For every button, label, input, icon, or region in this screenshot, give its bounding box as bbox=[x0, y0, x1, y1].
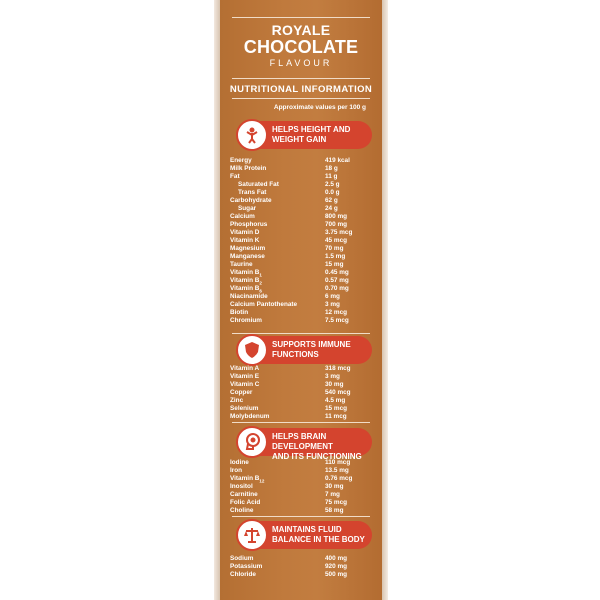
nutrient-row bbox=[230, 571, 375, 579]
nutrient-name: Chloride bbox=[230, 571, 256, 578]
nutrient-subscript: 1 bbox=[259, 272, 262, 278]
nutrient-row bbox=[230, 413, 375, 421]
nutrient-value: 700 mg bbox=[325, 221, 348, 228]
nutrient-value: 3 mg bbox=[325, 373, 340, 380]
nutrient-row bbox=[230, 213, 375, 221]
nutrient-row bbox=[230, 309, 375, 317]
nutrient-name: Sodium bbox=[230, 555, 254, 562]
nutrient-value: 3 mg bbox=[325, 301, 340, 308]
nutrient-value: 15 mg bbox=[325, 261, 344, 268]
nutrient-name: Phosphorus bbox=[230, 221, 268, 228]
nutrient-value: 12 mcg bbox=[325, 309, 348, 316]
nutrient-list-immune bbox=[230, 365, 375, 421]
nutrient-row bbox=[230, 277, 375, 285]
nutrient-value: 1.5 mg bbox=[325, 253, 346, 260]
nutrient-row bbox=[230, 293, 375, 301]
nutrient-name: Copper bbox=[230, 389, 253, 396]
section-badge-fluid bbox=[238, 521, 372, 549]
section-badge-growth bbox=[238, 121, 372, 149]
box-right-edge bbox=[382, 0, 388, 600]
section-title-fluid-2: BALANCE IN THE BODY bbox=[272, 535, 365, 544]
nutrient-name: Manganese bbox=[230, 253, 265, 260]
nutrient-row bbox=[230, 245, 375, 253]
nutrient-value: 0.70 mg bbox=[325, 285, 349, 292]
nutrient-name: Taurine bbox=[230, 261, 253, 268]
nutrient-name: Calcium bbox=[230, 213, 255, 220]
nutrient-row bbox=[230, 205, 375, 213]
nutrient-value: 70 mg bbox=[325, 245, 344, 252]
nutrient-name: Vitamin $B_{12}$ bbox=[230, 475, 265, 484]
nutrient-value: 45 mcg bbox=[325, 237, 348, 244]
nutrient-name: Vitamin $B_6$ bbox=[230, 285, 262, 294]
nutrient-row bbox=[230, 253, 375, 261]
nutrient-value: 500 mg bbox=[325, 571, 348, 578]
top-divider bbox=[232, 17, 370, 18]
nutrient-subscript: 6 bbox=[259, 288, 262, 294]
nutrient-name: Vitamin C bbox=[230, 381, 260, 388]
nutrient-name: Vitamin $B_2$ bbox=[230, 277, 262, 286]
nutrient-list-fluid bbox=[230, 555, 375, 579]
brand-line-3: FLAVOUR bbox=[269, 58, 333, 68]
per-100g-note: Approximate values per 100 g bbox=[273, 104, 366, 111]
nutrient-row bbox=[230, 317, 375, 325]
nutrient-row bbox=[230, 405, 375, 413]
nutrient-value: 0.57 mg bbox=[325, 277, 349, 284]
nutrition-panel bbox=[220, 0, 382, 600]
nutrient-name: Potassium bbox=[230, 563, 263, 570]
section-title-growth-2: WEIGHT GAIN bbox=[272, 135, 327, 144]
nutrient-value: 318 mcg bbox=[325, 365, 351, 372]
nutrient-row bbox=[230, 555, 375, 563]
nutrient-name: Vitamin K bbox=[230, 237, 260, 244]
section-divider-2 bbox=[232, 422, 370, 423]
nutrient-value: 24 g bbox=[325, 205, 338, 212]
nutrient-list-growth bbox=[230, 157, 375, 325]
nutrient-value: 15 mcg bbox=[325, 405, 348, 412]
nutrient-row bbox=[230, 389, 375, 397]
nutrient-value: 400 mg bbox=[325, 555, 348, 562]
nutrient-value: 3.75 mcg bbox=[325, 229, 353, 236]
nutrient-row bbox=[230, 165, 375, 173]
balance-scale-icon bbox=[236, 519, 268, 551]
nutrient-name: Iron bbox=[230, 467, 243, 474]
child-growth-icon bbox=[236, 119, 268, 151]
nutrient-row bbox=[230, 467, 375, 475]
brand-line-2: CHOCOLATE bbox=[243, 37, 359, 57]
nutrient-value: 30 mg bbox=[325, 483, 344, 490]
nutrient-row bbox=[230, 261, 375, 269]
nutrient-subscript: 2 bbox=[259, 280, 262, 286]
section-title-immune-1: SUPPORTS IMMUNE bbox=[272, 340, 351, 349]
nutrient-name: Molybdenum bbox=[230, 413, 270, 420]
nutrient-value: 2.5 g bbox=[325, 181, 340, 188]
nutrient-name: Choline bbox=[230, 507, 254, 514]
nutrient-row bbox=[230, 381, 375, 389]
section-badge-immune bbox=[238, 336, 372, 364]
nutrient-name: Carnitine bbox=[230, 491, 258, 498]
nutrient-name: Niacinamide bbox=[230, 293, 268, 300]
section-title-brain-2: AND ITS FUNCTIONING bbox=[272, 452, 362, 461]
nutrient-name: Carbohydrate bbox=[230, 197, 272, 204]
nutrient-value: 0.45 mg bbox=[325, 269, 349, 276]
nutrient-name: Calcium Pantothenate bbox=[230, 301, 298, 308]
section-badge-brain bbox=[238, 428, 372, 461]
nutrient-value: 920 mg bbox=[325, 563, 348, 570]
nutrient-row bbox=[230, 229, 375, 237]
nutrient-value: 7 mg bbox=[325, 491, 340, 498]
nutrient-row bbox=[230, 181, 375, 189]
shield-icon bbox=[236, 334, 268, 366]
nutrient-value: 0.76 mcg bbox=[325, 475, 353, 482]
nutrient-row bbox=[230, 373, 375, 381]
nutrient-value: 6 mg bbox=[325, 293, 340, 300]
nutrient-row bbox=[230, 237, 375, 245]
nutrient-row bbox=[230, 365, 375, 373]
nutrient-value: 4.5 mg bbox=[325, 397, 346, 404]
nutrition-heading: NUTRITIONAL INFORMATION bbox=[229, 84, 373, 95]
nutrient-name: Milk Protein bbox=[230, 165, 267, 172]
nutrient-row bbox=[230, 397, 375, 405]
nutrient-value: 11 g bbox=[325, 173, 338, 180]
nutrient-name: Folic Acid bbox=[230, 499, 261, 506]
nutrient-name: Zinc bbox=[230, 397, 244, 404]
nutrient-value: 18 g bbox=[325, 165, 338, 172]
nutrient-name: Vitamin E bbox=[230, 373, 260, 380]
nutrient-row bbox=[230, 491, 375, 499]
nutrient-value: 800 mg bbox=[325, 213, 348, 220]
section-title-growth-1: HELPS HEIGHT AND bbox=[272, 125, 351, 134]
brain-icon bbox=[236, 426, 268, 458]
nutrient-name: Magnesium bbox=[230, 245, 266, 252]
nutrient-value: 11 mcg bbox=[325, 413, 347, 420]
nutrient-subscript: 12 bbox=[259, 478, 265, 484]
brand-line-1: ROYALE bbox=[271, 22, 331, 38]
nutrient-value: 58 mg bbox=[325, 507, 344, 514]
nutrient-value: 110 mcg bbox=[325, 459, 351, 466]
heading-divider-bottom bbox=[232, 98, 370, 99]
nutrient-row bbox=[230, 269, 375, 277]
nutrient-value: 30 mg bbox=[325, 381, 344, 388]
nutrient-row bbox=[230, 483, 375, 491]
section-title-fluid-1: MAINTAINS FLUID bbox=[272, 525, 342, 534]
nutrient-name: Vitamin A bbox=[230, 365, 260, 372]
nutrient-name: Trans Fat bbox=[238, 189, 267, 196]
nutrient-name: Inositol bbox=[230, 483, 253, 490]
nutrient-value: 7.5 mcg bbox=[325, 317, 349, 324]
nutrient-name: Saturated Fat bbox=[238, 181, 279, 188]
nutrient-row bbox=[230, 221, 375, 229]
nutrient-name: Iodine bbox=[230, 459, 249, 466]
nutrient-name: Fat bbox=[230, 173, 240, 180]
section-divider-3 bbox=[232, 516, 370, 517]
nutrient-name: Biotin bbox=[230, 309, 249, 316]
nutrient-row bbox=[230, 197, 375, 205]
nutrient-value: 419 kcal bbox=[325, 157, 350, 164]
nutrient-value: 75 mcg bbox=[325, 499, 348, 506]
nutrient-row bbox=[230, 475, 375, 483]
nutrient-row bbox=[230, 189, 375, 197]
nutrient-row bbox=[230, 563, 375, 571]
nutrient-value: 62 g bbox=[325, 197, 338, 204]
nutrient-name: Selenium bbox=[230, 405, 259, 412]
heading-divider-top bbox=[232, 78, 370, 79]
nutrient-row bbox=[230, 285, 375, 293]
nutrient-name: Vitamin D bbox=[230, 229, 260, 236]
section-title-brain-1: HELPS BRAIN DEVELOPMENT bbox=[272, 432, 333, 451]
nutrient-row bbox=[230, 173, 375, 181]
nutrient-value: 13.5 mg bbox=[325, 467, 349, 474]
nutrient-row bbox=[230, 301, 375, 309]
nutrient-row bbox=[230, 499, 375, 507]
nutrient-value: 540 mcg bbox=[325, 389, 351, 396]
nutrient-row bbox=[230, 507, 375, 515]
section-title-immune-2: FUNCTIONS bbox=[272, 350, 319, 359]
nutrient-value: 0.0 g bbox=[325, 189, 340, 196]
nutrient-name: Chromium bbox=[230, 317, 262, 324]
nutrient-row bbox=[230, 459, 375, 467]
nutrient-name: Vitamin $B_1$ bbox=[230, 269, 262, 278]
nutrient-list-brain bbox=[230, 459, 375, 515]
nutrient-name: Energy bbox=[230, 157, 252, 164]
nutrient-name: Sugar bbox=[238, 205, 257, 212]
nutrient-row bbox=[230, 157, 375, 165]
